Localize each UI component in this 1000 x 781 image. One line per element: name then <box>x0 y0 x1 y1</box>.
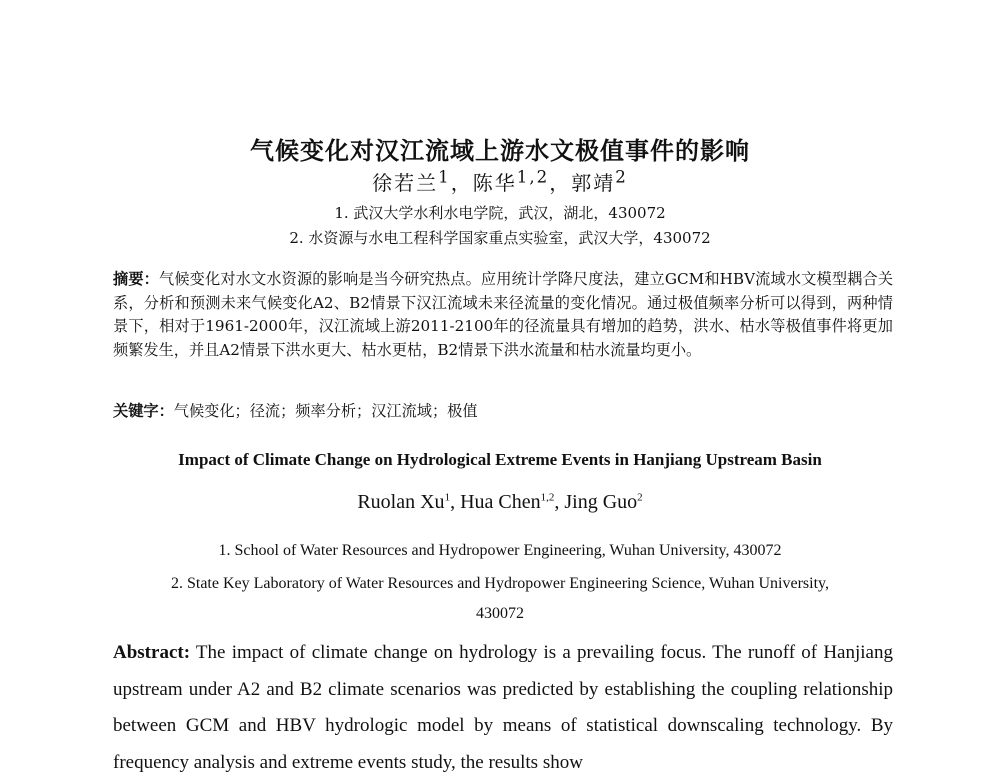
author-separator: , <box>554 491 565 513</box>
english-affiliation-2-continued: 430072 <box>476 605 524 622</box>
english-abstract-label: Abstract: <box>113 642 191 663</box>
author-name: Ruolan Xu <box>357 491 445 513</box>
author-name: Jing Guo <box>564 491 638 513</box>
author-affiliation-mark: 1 <box>438 167 451 187</box>
author-name: 陈华 <box>472 171 517 195</box>
author-name: 徐若兰 <box>372 171 439 195</box>
chinese-keywords-label: 关键字： <box>113 402 174 420</box>
author-separator: ， <box>549 171 572 195</box>
chinese-title: 气候变化对汉江流域上游水文极值事件的影响 <box>250 137 750 165</box>
english-affiliation-1: 1. School of Water Resources and Hydropower Engineering, Wuhan University, 430072 <box>218 542 782 559</box>
chinese-abstract <box>113 268 893 362</box>
author-affiliation-mark: 1,2 <box>516 167 550 187</box>
chinese-affiliation-1: 1. 武汉大学水利水电学院，武汉，湖北，430072 <box>334 204 666 222</box>
english-abstract <box>113 635 893 781</box>
author-affiliation-mark: 2 <box>637 491 643 504</box>
english-affiliation-2: 2. State Key Laboratory of Water Resources and Hydropower Engineering Science, Wuhan University, <box>170 575 829 592</box>
chinese-abstract-text: 气候变化对水文水资源的影响是当今研究热点。应用统计学降尺度法，建立GCM和HBV流域水文模型耦合关系，分析和预测未来气候变化A2、B2情景下汉江流域未来径流量的变化情况。通过极值频率分析可以得到，两种情景下，相对于1961-2000年，汉江流域上游2011-2100年的径流量具有增加的趋势，洪水、枯水等极值事件将更加频繁发生，并且A2情景下洪水更大、枯水更枯，B2情景下洪水流量和枯水流量均更小。 <box>113 270 893 359</box>
chinese-authors <box>0 167 1000 196</box>
author-separator: , <box>450 491 461 513</box>
chinese-affiliation-2: 2. 水资源与水电工程科学国家重点实验室，武汉大学，430072 <box>289 229 711 247</box>
chinese-keywords-text: 气候变化；径流；频率分析；汉江流域；极值 <box>173 402 478 420</box>
author-name: Hua Chen <box>460 491 541 513</box>
chinese-abstract-label: 摘要： <box>113 270 159 288</box>
chinese-keywords <box>113 400 893 421</box>
author-affiliation-mark: 1 <box>444 491 451 504</box>
author-affiliation-mark: 2 <box>615 167 628 187</box>
english-title: Impact of Climate Change on Hydrological Extreme Events in Hanjiang Upstream Basin <box>178 450 822 469</box>
english-abstract-text: The impact of climate change on hydrology is a prevailing focus. The runoff of Hanjiang upstream under A2 and B2 climate scenarios was predicted by establishing the coupling relationship between GCM and HBV hydrologic model by means of statistical downscaling technology. By frequency analysis and extreme events study, the results show <box>113 642 893 773</box>
author-affiliation-mark: 1,2 <box>540 491 555 504</box>
english-authors <box>0 491 1000 514</box>
author-separator: ， <box>450 171 473 195</box>
author-name: 郭靖 <box>571 171 616 195</box>
